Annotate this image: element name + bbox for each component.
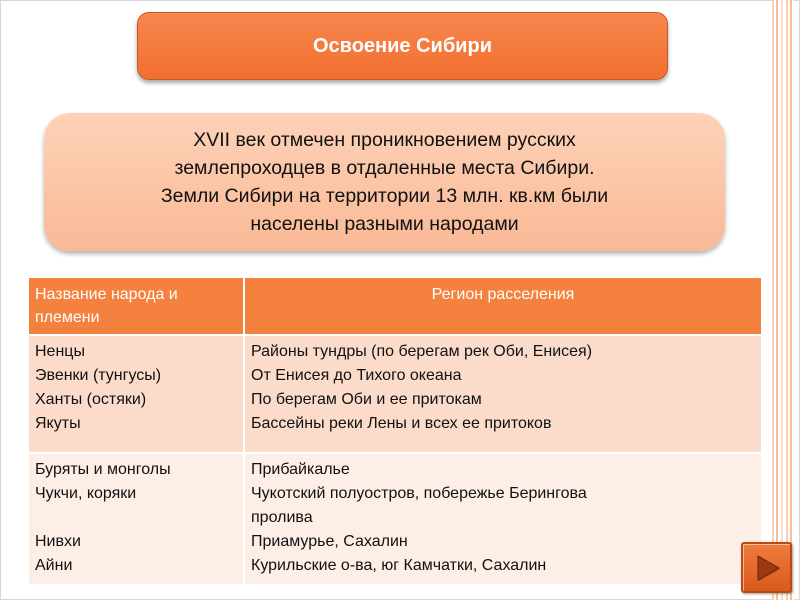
people-name-spacer [35, 506, 237, 530]
intro-line: землепроходцев в отдаленные места Сибири. [174, 157, 595, 179]
people-name: Буряты и монголы [35, 461, 171, 478]
region-name: Приамурье, Сахалин [251, 533, 408, 550]
region-name: По берегам Оби и ее притокам [251, 391, 482, 408]
intro-line: Земли Сибири на территории 13 млн. кв.км были [160, 185, 609, 207]
slide-title-text: Освоение Сибири [312, 34, 492, 57]
region-name: Прибайкалье [251, 461, 350, 478]
column-header-people: Название народа и племени [28, 277, 244, 335]
play-triangle-icon [752, 553, 782, 583]
people-name: Ненцы [35, 343, 85, 360]
column-header-region: Регион расселения [244, 277, 762, 335]
peoples-table [27, 276, 763, 586]
intro-line: XVII век отмечен проникновением русских [193, 129, 576, 151]
peoples-cell [28, 335, 244, 453]
people-name: Эвенки (тунгусы) [35, 367, 162, 384]
intro-text-box [44, 113, 725, 251]
decorative-stripes [772, 0, 794, 600]
table-row [28, 453, 762, 585]
slide-title [137, 12, 668, 80]
region-name: Районы тундры (по берегам рек Оби, Енисея) [251, 343, 593, 360]
table-row [28, 335, 762, 453]
region-name: От Енисея до Тихого океана [251, 367, 462, 384]
people-name: Чукчи, коряки [35, 485, 137, 502]
people-name: Нивхи [35, 533, 81, 550]
people-name: Ханты (остяки) [35, 391, 147, 408]
region-name: Чукотский полуостров, побережье Берингова [251, 485, 587, 502]
next-slide-button[interactable] [741, 542, 792, 593]
intro-line: населены разными народами [250, 213, 519, 235]
regions-cell [244, 453, 762, 585]
people-name: Якуты [35, 415, 81, 432]
region-name: пролива [251, 509, 313, 526]
people-name: Айни [35, 557, 73, 574]
peoples-cell [28, 453, 244, 585]
region-name: Бассейны реки Лены и всех ее притоков [251, 415, 552, 432]
regions-cell [244, 335, 762, 453]
region-name: Курильские о-ва, юг Камчатки, Сахалин [251, 557, 547, 574]
table-header-row [28, 277, 762, 335]
